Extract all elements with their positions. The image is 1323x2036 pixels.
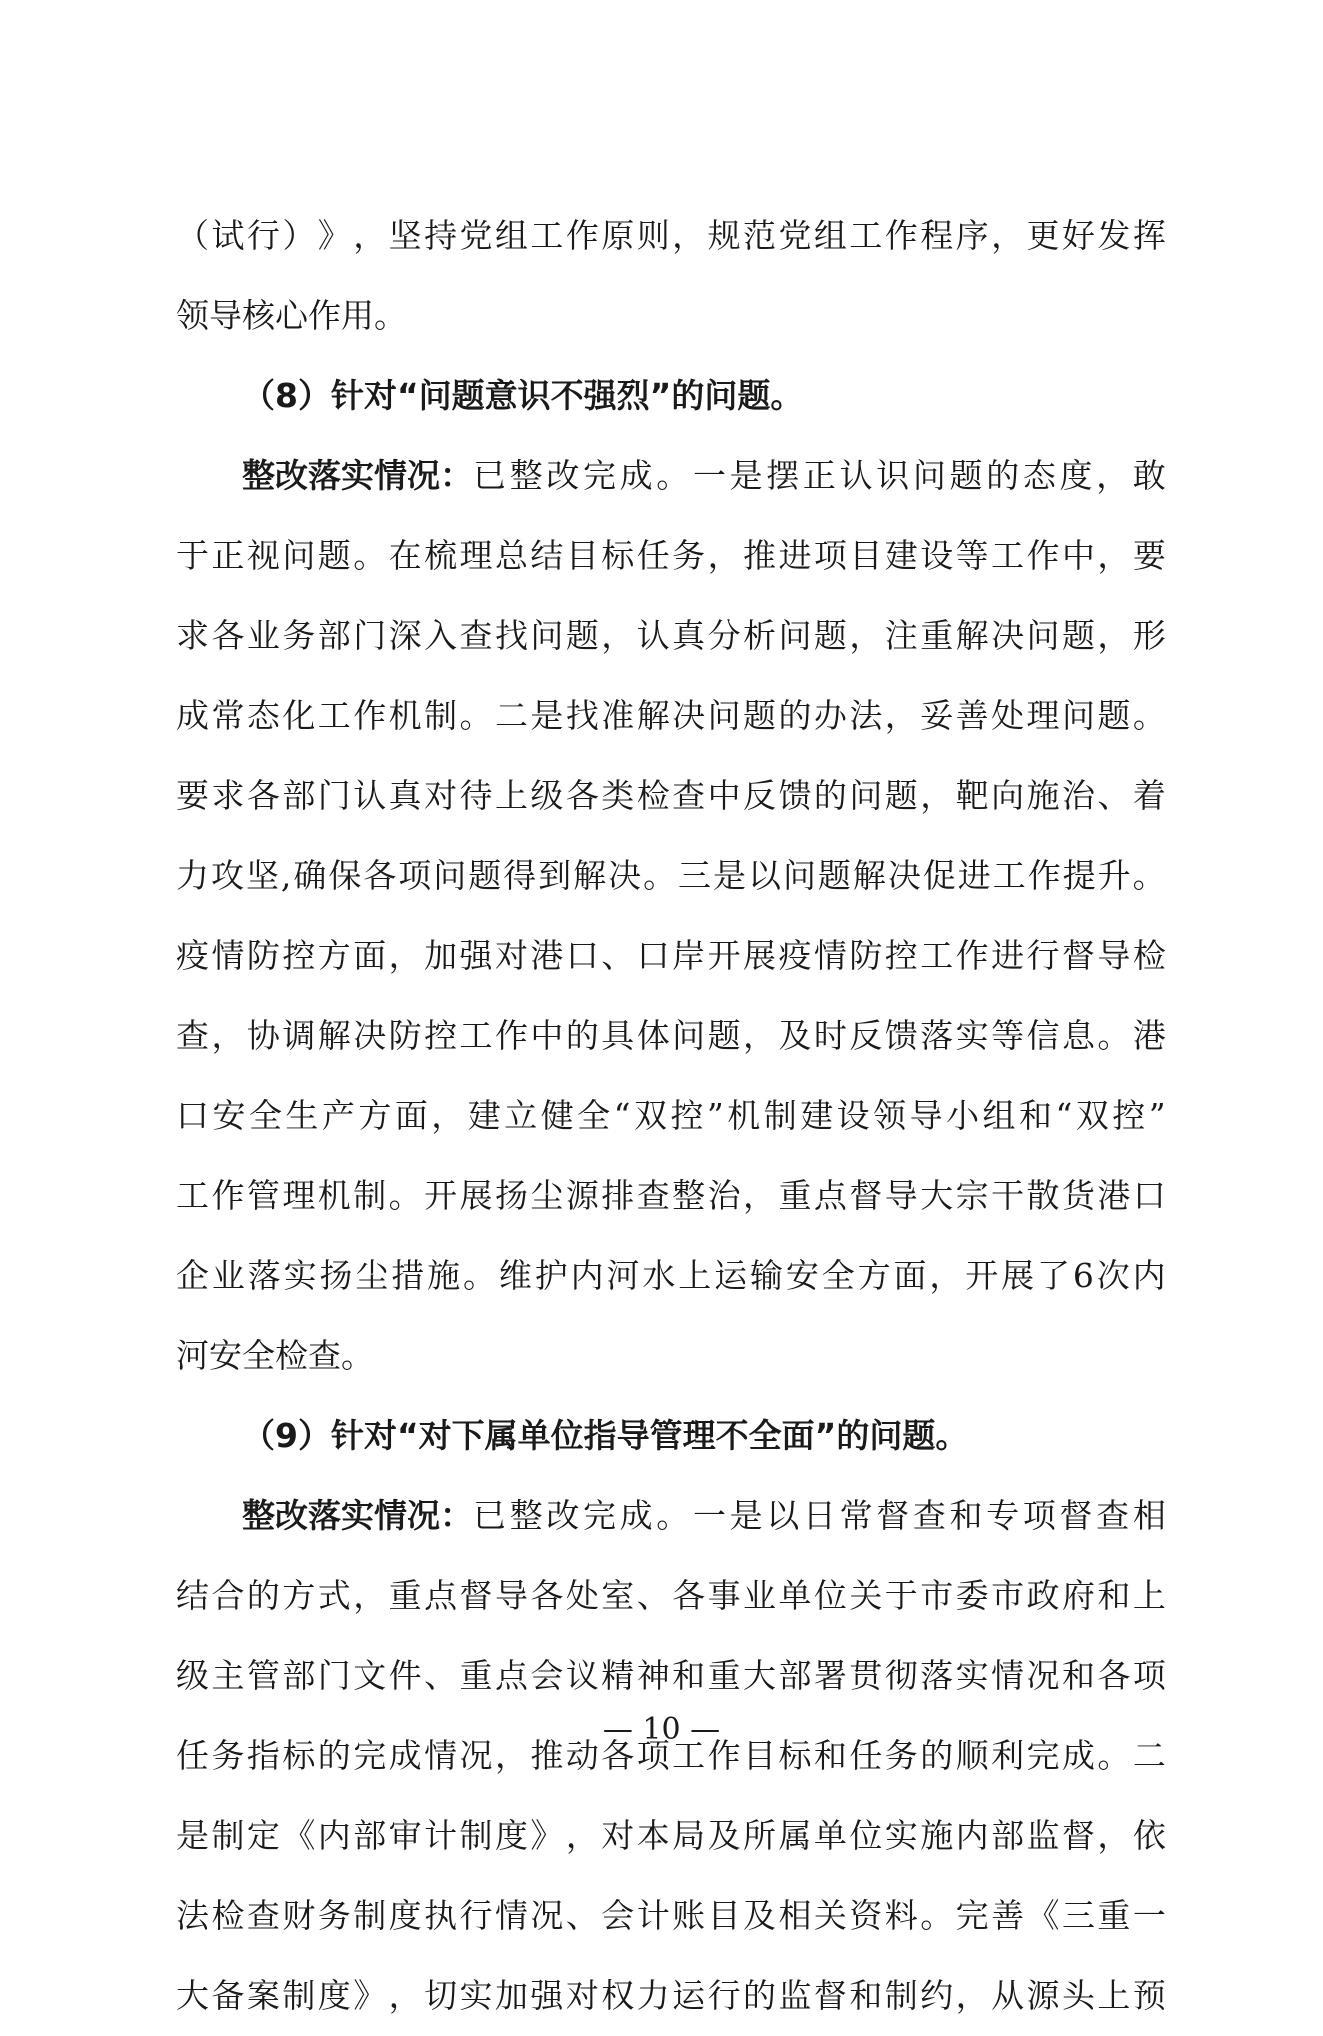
line-text: 已 整 改 完 成 。 一 是 以 日 常 督 查 和 专 项 督 查 相	[473, 1496, 1166, 1535]
section-heading	[176, 1396, 1166, 1476]
text-line	[176, 596, 1166, 676]
line-text: 企 业 落 实 扬 尘 措 施 。 维 护 内 河 水 上 运 输 安 全 方 面 ， 开 展 了 6 次 内	[176, 1256, 1166, 1295]
lead-label: 整改落实情况：	[242, 1496, 473, 1535]
document-body	[176, 196, 1166, 2036]
line-text: 工 作 管 理 机 制 。 开 展 扬 尘 源 排 查 整 治 ， 重 点 督 导 大 宗 干 散 货 港 口	[176, 1176, 1166, 1215]
text-line	[176, 1796, 1166, 1876]
text-line	[176, 436, 1166, 516]
line-text: 要 求 各 部 门 认 真 对 待 上 级 各 类 检 查 中 反 馈 的 问 题 ， 靶 向 施 治 、 着	[176, 776, 1166, 815]
line-text: 口 安 全 生 产 方 面 ， 建 立 健 全 “ 双 控 ” 机 制 建 设 领 导 小 组 和 “ 双 控 ”	[176, 1096, 1166, 1135]
text-line	[176, 916, 1166, 996]
text-line	[176, 1236, 1166, 1316]
text-line	[176, 1076, 1166, 1156]
lead-label: 整改落实情况：	[242, 456, 473, 495]
text-line	[176, 1476, 1166, 1556]
text-line	[176, 676, 1166, 756]
line-text: 法 检 查 财 务 制 度 执 行 情 况 、 会 计 账 目 及 相 关 资 料 。 完 善 《 三 重 一	[176, 1896, 1166, 1935]
text-line	[176, 1876, 1166, 1956]
text-line	[176, 996, 1166, 1076]
line-text: 任 务 指 标 的 完 成 情 况 ， 推 动 各 项 工 作 目 标 和 任 务 的 顺 利 完 成 。 二	[176, 1736, 1166, 1775]
line-text: （ 试 行 ） 》 ， 坚 持 党 组 工 作 原 则 ， 规 范 党 组 工 作 程 序 ， 更 好 发 挥	[176, 216, 1166, 255]
text-line	[176, 1316, 1166, 1396]
line-text: 河安全检查。	[176, 1336, 374, 1375]
line-text: 已 整 改 完 成 。 一 是 摆 正 认 识 问 题 的 态 度 ， 敢	[473, 456, 1166, 495]
text-line	[176, 1156, 1166, 1236]
heading-text: （9）针对“对下属单位指导管理不全面”的问题。	[242, 1416, 969, 1455]
line-text: 是 制 定 《 内 部 审 计 制 度 》 ， 对 本 局 及 所 属 单 位 实 施 内 部 监 督 ， 依	[176, 1816, 1166, 1855]
text-line	[176, 1556, 1166, 1636]
line-text: 疫 情 防 控 方 面 ， 加 强 对 港 口 、 口 岸 开 展 疫 情 防 控 工 作 进 行 督 导 检	[176, 936, 1166, 975]
line-text: 领导核心作用。	[176, 296, 407, 335]
text-line	[176, 276, 1166, 356]
line-text: 级 主 管 部 门 文 件 、 重 点 会 议 精 神 和 重 大 部 署 贯 彻 落 实 情 况 和 各 项	[176, 1656, 1166, 1695]
text-line	[176, 756, 1166, 836]
heading-text: （8）针对“问题意识不强烈”的问题。	[242, 376, 804, 415]
line-text: 成 常 态 化 工 作 机 制 。 二 是 找 准 解 决 问 题 的 办 法 ， 妥 善 处 理 问 题 。	[176, 696, 1166, 735]
line-text: 求 各 业 务 部 门 深 入 查 找 问 题 ， 认 真 分 析 问 题 ， 注 重 解 决 问 题 ， 形	[176, 616, 1166, 655]
text-line	[176, 836, 1166, 916]
text-line	[176, 1956, 1166, 2036]
line-text: 大 备 案 制 度 》 ， 切 实 加 强 对 权 力 运 行 的 监 督 和 制 约 ， 从 源 头 上 预	[176, 1976, 1166, 2015]
page-number: — 10 —	[602, 1712, 721, 1747]
line-text: 结 合 的 方 式 ， 重 点 督 导 各 处 室 、 各 事 业 单 位 关 于 市 委 市 政 府 和 上	[176, 1576, 1166, 1615]
text-line	[176, 196, 1166, 276]
text-line	[176, 516, 1166, 596]
section-heading	[176, 356, 1166, 436]
line-text: 于 正 视 问 题 。 在 梳 理 总 结 目 标 任 务 ， 推 进 项 目 建 设 等 工 作 中 ， 要	[176, 536, 1166, 575]
text-line	[176, 1636, 1166, 1716]
line-text: 力 攻 坚 , 确 保 各 项 问 题 得 到 解 决 。 三 是 以 问 题 解 决 促 进 工 作 提 升 。	[176, 856, 1166, 895]
line-text: 查 ， 协 调 解 决 防 控 工 作 中 的 具 体 问 题 ， 及 时 反 馈 落 实 等 信 息 。 港	[176, 1016, 1166, 1055]
